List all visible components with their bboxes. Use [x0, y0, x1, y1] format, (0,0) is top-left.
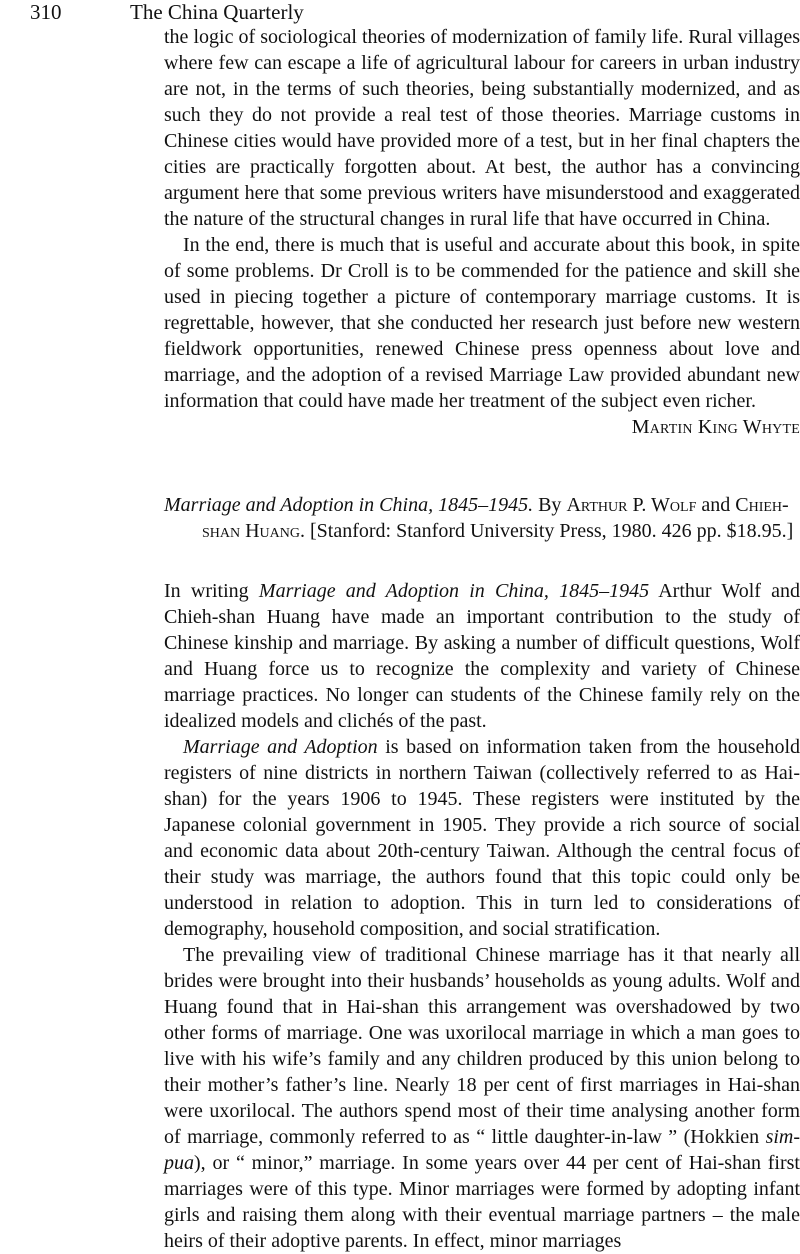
book-title: Marriage and Adoption in China, 1845–1945. — [164, 494, 534, 516]
book-citation — [164, 492, 800, 544]
author-name: Arthur P. Wolf — [566, 494, 697, 516]
paragraph: In writing Marriage and Adoption in China, 1845–1945 Arthur Wolf and Chieh-shan Huang have made an important contribution to the study of Chinese kinship and marriage. By asking a number of difficult questions, Wolf and Huang force us to recognize the complexity and variety of Chinese marriage practices. No longer can students of the Chinese family rely on the idealized models and clichés of the past. — [164, 580, 800, 732]
page-number: 310 — [30, 0, 62, 24]
running-header — [30, 0, 304, 24]
publication-details: [Stanford: Stanford University Press, 1980. 426 pp. $18.95.] — [310, 520, 794, 542]
journal-title: The China Quarterly — [130, 0, 304, 24]
review-wolf-huang — [164, 578, 800, 1254]
paragraph: In the end, there is much that is useful and accurate about this book, in spite of some problems. Dr Croll is to be commended for the patience and skill she used in piecing together a picture of contemporary marriage customs. It is regrettable, however, that she conducted her research just before new western fieldwork opportunities, renewed Chinese press openness about love and marriage, and the adoption of a revised Marriage Law provided abundant new information that could have made her treatment of the subject even richer. — [164, 234, 800, 412]
author-name: Chieh-shan Huang. — [202, 494, 789, 542]
paragraph: The prevailing view of traditional Chinese marriage has it that nearly all brides were brought into their husbands’ households as young adults. Wolf and Huang found that in Hai-shan this arrangement was overshadowed by two other forms of marriage. One was uxorilocal marriage in which a man goes to live with his wife’s family and any children produced by this union belong to their mother’s father’s line. Nearly 18 per cent of first marriages in Hai-shan were uxorilocal. The authors spend most of their time analysing another form of marriage, commonly referred to as “ little daughter-in-law ” (Hokkien sim-pua), or “ minor,” marriage. In some years over 44 per cent of Hai-shan first marriages were of this type. Minor marriages were formed by adopting infant girls and raising them along with their eventual marriage partners – the male heirs of their adoptive parents. In effect, minor marriages — [164, 944, 800, 1252]
paragraph: Marriage and Adoption is based on information taken from the household registers of nine districts in northern Taiwan (collectively referred to as Hai-shan) for the years 1906 to 1945. These registers were instituted by the Japanese colonial government in 1905. They provide a rich source of social and economic data about 20th-century Taiwan. Although the central focus of their study was marriage, the authors found that this topic could only be understood in relation to adoption. This in turn led to considerations of demography, household composition, and social stratification. — [164, 736, 800, 940]
reviewer-signature: Martin King Whyte — [631, 416, 800, 438]
review-croll-conclusion — [164, 24, 800, 440]
book-heading: Marriage and Adoption in China, 1845–1945. By Arthur P. Wolf and Chieh-shan Huang. [Stanford: Stanford University Press, 1980. 426 pp. $18.95.] — [164, 494, 794, 542]
paragraph: the logic of sociological theories of modernization of family life. Rural villages where few can escape a life of agricultural labour for careers in urban industry are not, in the terms of such theories, being substantially modernized, and as such they do not provide a real test of those theories. Marriage customs in Chinese cities would have provided more of a test, but in her final chapters the cities are practically forgotten about. At best, the author has a convincing argument here that some previous writers have misunderstood and exaggerated the nature of the structural changes in rural life that have occurred in China. — [164, 26, 800, 230]
